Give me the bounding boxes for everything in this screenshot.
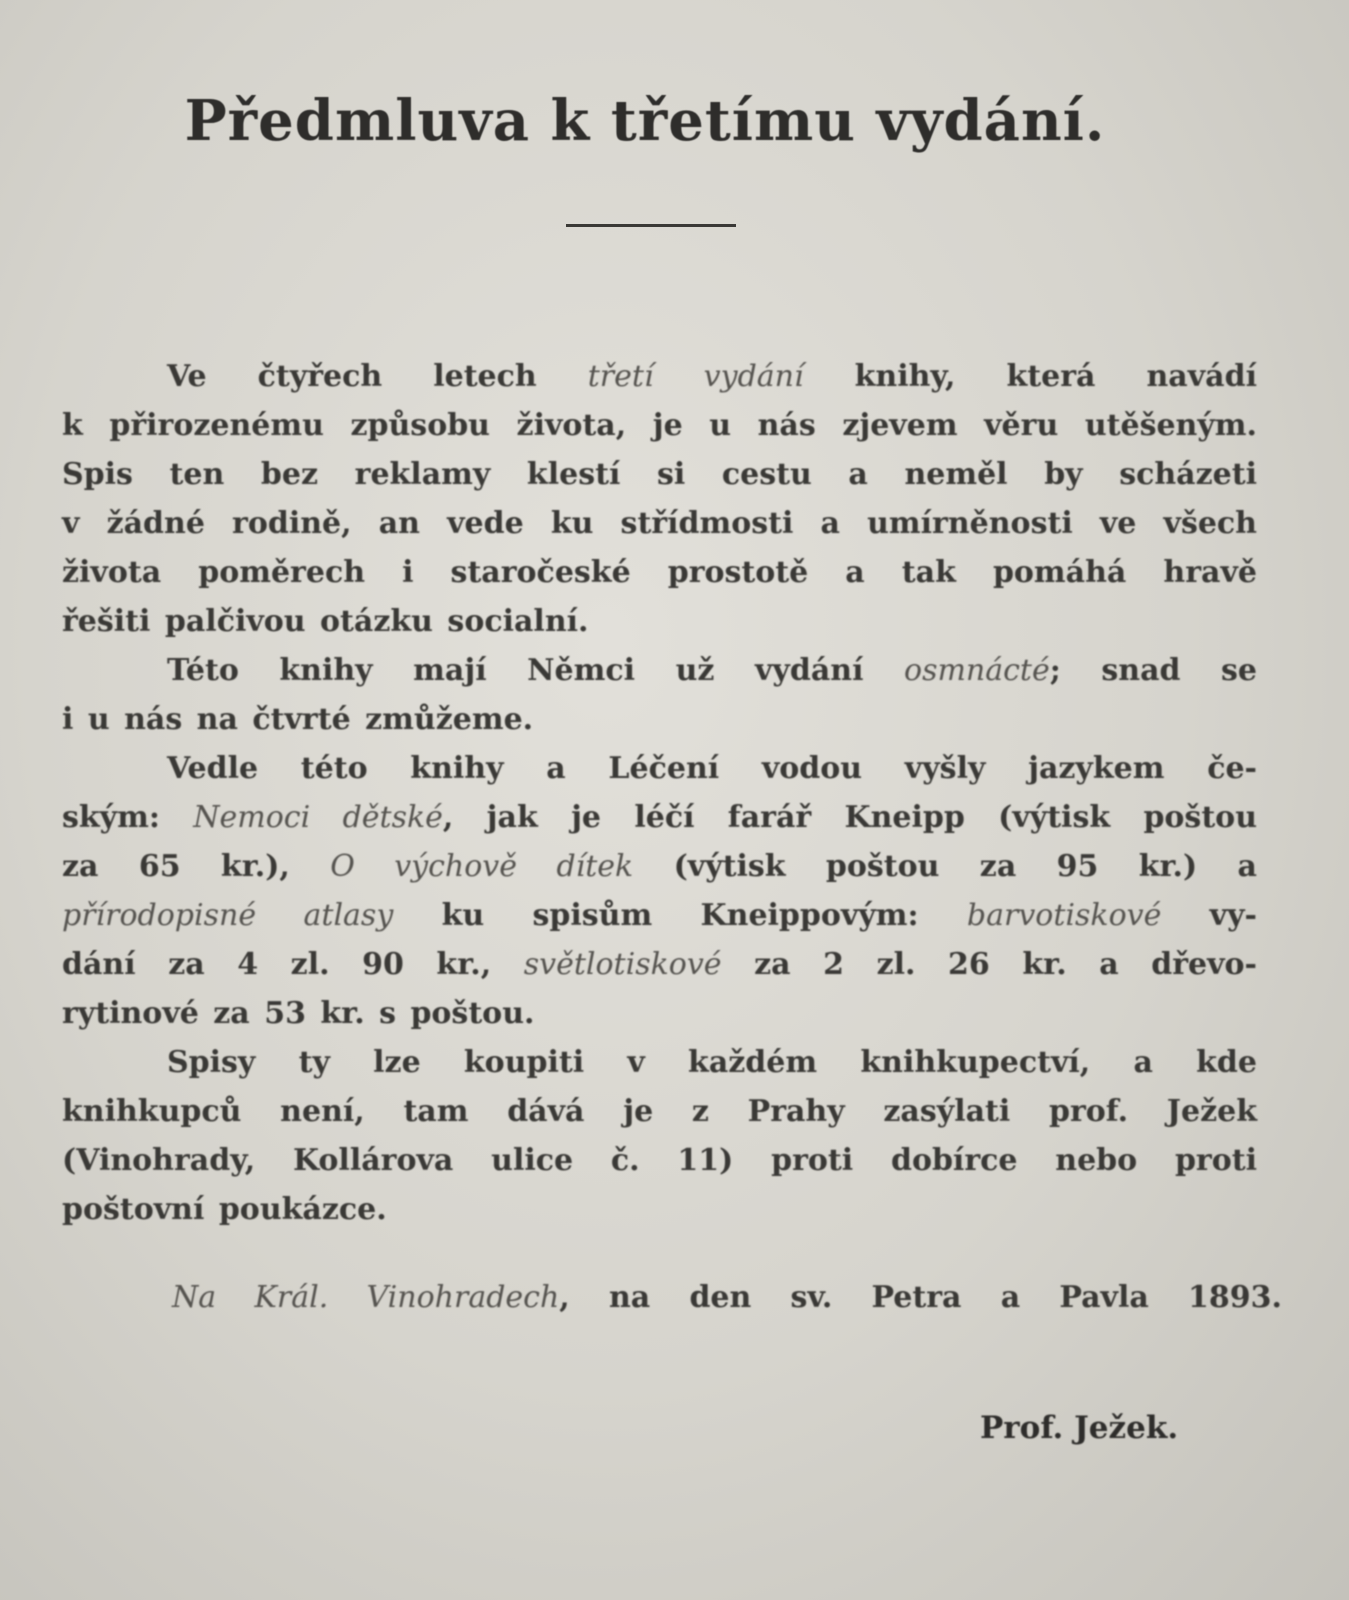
text-line <box>62 1185 1257 1234</box>
place-name: Na Král. Vinohradech <box>172 1280 560 1315</box>
italic-text: přírodopisné atlasy <box>62 898 394 933</box>
text-segment: k přirozenému způsobu života, je u nás zjevem věru utěšeným. <box>62 408 1257 443</box>
text-line <box>62 793 1257 842</box>
text-line <box>62 989 1257 1038</box>
text-line <box>62 1038 1257 1087</box>
signature: Prof. Ježek. <box>980 1410 1179 1446</box>
italic-text: Nemoci dětské <box>193 800 443 835</box>
italic-text: osmnácté <box>904 653 1050 688</box>
text-segment: dání za 4 zl. 90 kr., <box>62 947 524 982</box>
text-segment: řešiti palčivou otázku socialní. <box>62 604 589 639</box>
text-segment: Spis ten bez reklamy klestí si cestu a neměl by scházeti <box>62 457 1257 492</box>
text-line <box>62 1087 1257 1136</box>
text-segment: rytinové za 53 kr. s poštou. <box>62 996 535 1031</box>
text-segment: za 65 kr.), <box>62 849 331 884</box>
text-segment: ; snad se <box>1049 653 1258 688</box>
text-segment: Této knihy mají Němci už vydání <box>167 653 905 688</box>
text-segment: ku spisům Kneippovým: <box>393 898 967 933</box>
text-line <box>62 744 1257 793</box>
italic-text: světlotiskové <box>523 947 722 982</box>
preface-body <box>62 352 1257 1234</box>
text-line <box>62 695 1257 744</box>
text-line <box>62 1136 1257 1185</box>
text-line <box>62 352 1257 401</box>
text-line <box>62 548 1257 597</box>
text-segment: života poměrech i staročeské prostotě a tak pomáhá hravě <box>62 555 1257 590</box>
text-line <box>62 646 1257 695</box>
text-segment: (Vinohrady, Kollárova ulice č. 11) proti dobírce nebo proti <box>62 1143 1257 1178</box>
text-segment: knihy, která navádí <box>803 359 1257 394</box>
text-line <box>62 401 1257 450</box>
text-line <box>62 891 1257 940</box>
title-divider <box>566 224 736 227</box>
text-line <box>62 597 1257 646</box>
text-segment: v žádné rodině, an vede ku střídmosti a umírněnosti ve všech <box>62 506 1257 541</box>
text-segment: Vedle této knihy a Léčení vodou vyšly jazykem če- <box>167 751 1257 786</box>
text-line <box>62 499 1257 548</box>
place-date-line <box>172 1280 1282 1315</box>
italic-text: třetí vydání <box>587 359 804 394</box>
text-segment: ským: <box>62 800 194 835</box>
text-line <box>62 842 1257 891</box>
text-segment: poštovní poukázce. <box>62 1192 387 1227</box>
text-segment: Ve čtyřech letech <box>167 359 588 394</box>
text-segment: i u nás na čtvrté zmůžeme. <box>62 702 534 737</box>
text-segment: , jak je léčí farář Kneipp (výtisk poštou <box>442 800 1258 835</box>
text-segment: knihkupců není, tam dává je z Prahy zasýlati prof. Ježek <box>62 1094 1257 1129</box>
text-line <box>62 450 1257 499</box>
italic-text: barvotiskové <box>966 898 1162 933</box>
date-text: , na den sv. Petra a Pavla 1893. <box>559 1280 1282 1315</box>
page-title: Předmluva k třetímu vydání. <box>184 88 1106 154</box>
text-line <box>62 940 1257 989</box>
text-segment: Spisy ty lze koupiti v každém knihkupectví, a kde <box>167 1045 1257 1080</box>
text-segment: za 2 zl. 26 kr. a dřevo- <box>721 947 1257 982</box>
italic-text: O výchově dítek <box>330 849 634 884</box>
text-segment: vy- <box>1161 898 1257 933</box>
text-segment: (výtisk poštou za 95 kr.) a <box>633 849 1257 884</box>
